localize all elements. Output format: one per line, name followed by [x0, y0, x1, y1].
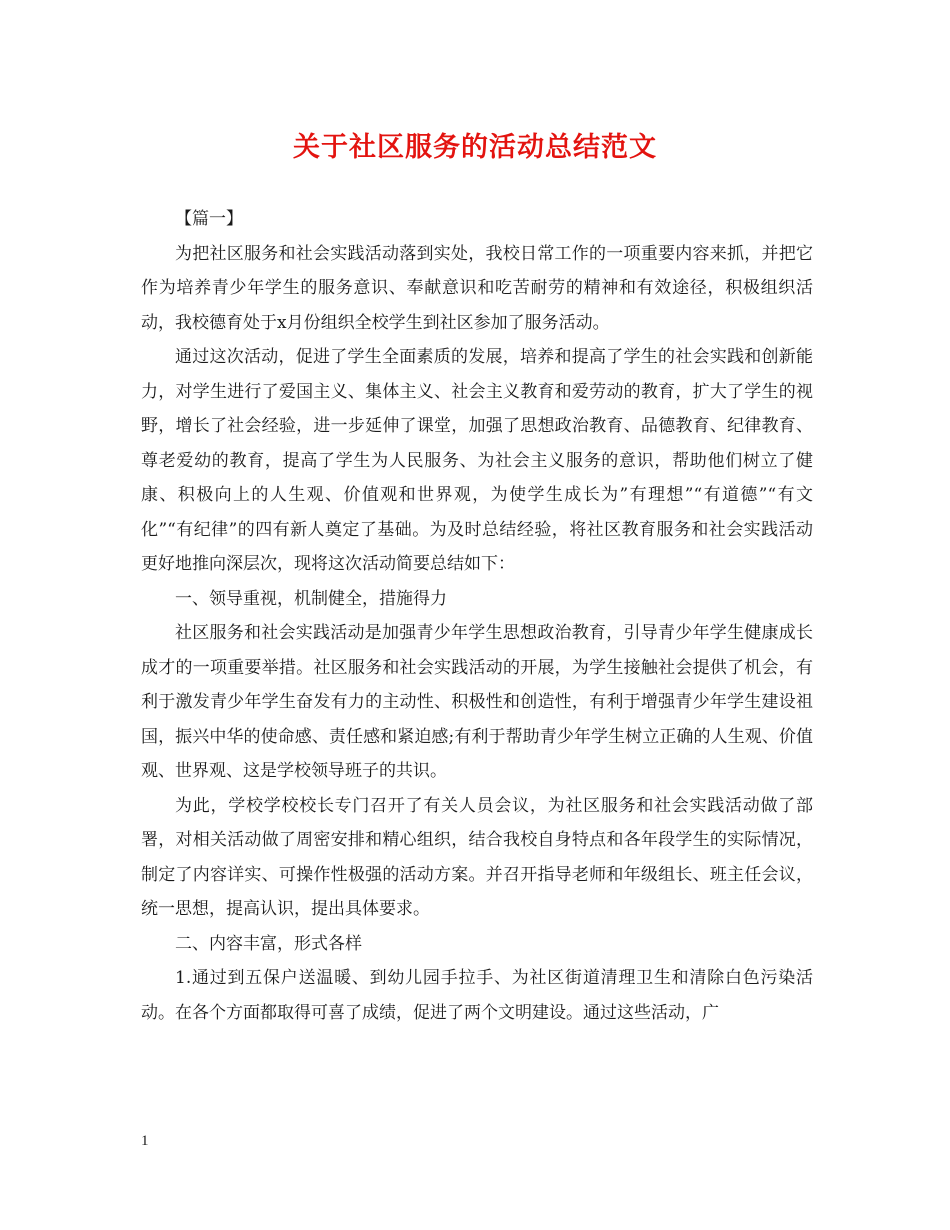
paragraph: 为把社区服务和社会实践活动落到实处，我校日常工作的一项重要内容来抓，并把它作为培养青少年学生的服务意识、奉献意识和吃苦耐劳的精神和有效途径，积极组织活动，我校德育处于x月份组织全校学生到社区参加了服务活动。 [141, 243, 813, 333]
section-heading: 二、内容丰富，形式各样 [175, 933, 362, 954]
paragraph: 1.通过到五保户送温暖、到幼儿园手拉手、为社区街道清理卫生和清除白色污染活动。在各个方面都取得可喜了成绩，促进了两个文明建设。通过这些活动，广 [141, 968, 813, 1023]
section-label: 【篇一】 [175, 209, 243, 229]
paragraph: 为此，学校学校校长专门召开了有关人员会议，为社区服务和社会实践活动做了部署，对相关活动做了周密安排和精心组织，结合我校自身特点和各年段学生的实际情况，制定了内容详实、可操作性极强的活动方案。并召开指导老师和年级组长、班主任会议，统一思想，提高认识，提出具体要求。 [141, 795, 813, 919]
paragraph: 通过这次活动，促进了学生全面素质的发展，培养和提高了学生的社会实践和创新能力，对学生进行了爱国主义、集体主义、社会主义教育和爱劳动的教育，扩大了学生的视野，增长了社会经验，进一步延伸了课堂，加强了思想政治教育、品德教育、纪律教育、尊老爱幼的教育，提高了学生为人民服务、为社会主义服务的意识，帮助他们树立了健康、积极向上的人生观、价值观和世界观，为使学生成长为”有理想”“有道德”“有文化”“有纪律”的四有新人奠定了基础。为及时总结经验，将社区教育服务和社会实践活动更好地推向深层次，现将这次活动简要总结如下： [141, 347, 813, 574]
page-number: 1 [141, 1133, 149, 1149]
section-heading: 一、领导重视，机制健全，措施得力 [175, 588, 447, 609]
document-body [141, 202, 813, 1030]
paragraph: 社区服务和社会实践活动是加强青少年学生思想政治教育，引导青少年学生健康成长成才的一项重要举措。社区服务和社会实践活动的开展，为学生接触社会提供了机会，有利于激发青少年学生奋发有力的主动性、积极性和创造性，有利于增强青少年学生建设祖国，振兴中华的使命感、责任感和紧迫感;有利于帮助青少年学生树立正确的人生观、价值观、世界观、这是学校领导班子的共识。 [141, 623, 813, 781]
document-title: 关于社区服务的活动总结范文 [293, 132, 657, 163]
